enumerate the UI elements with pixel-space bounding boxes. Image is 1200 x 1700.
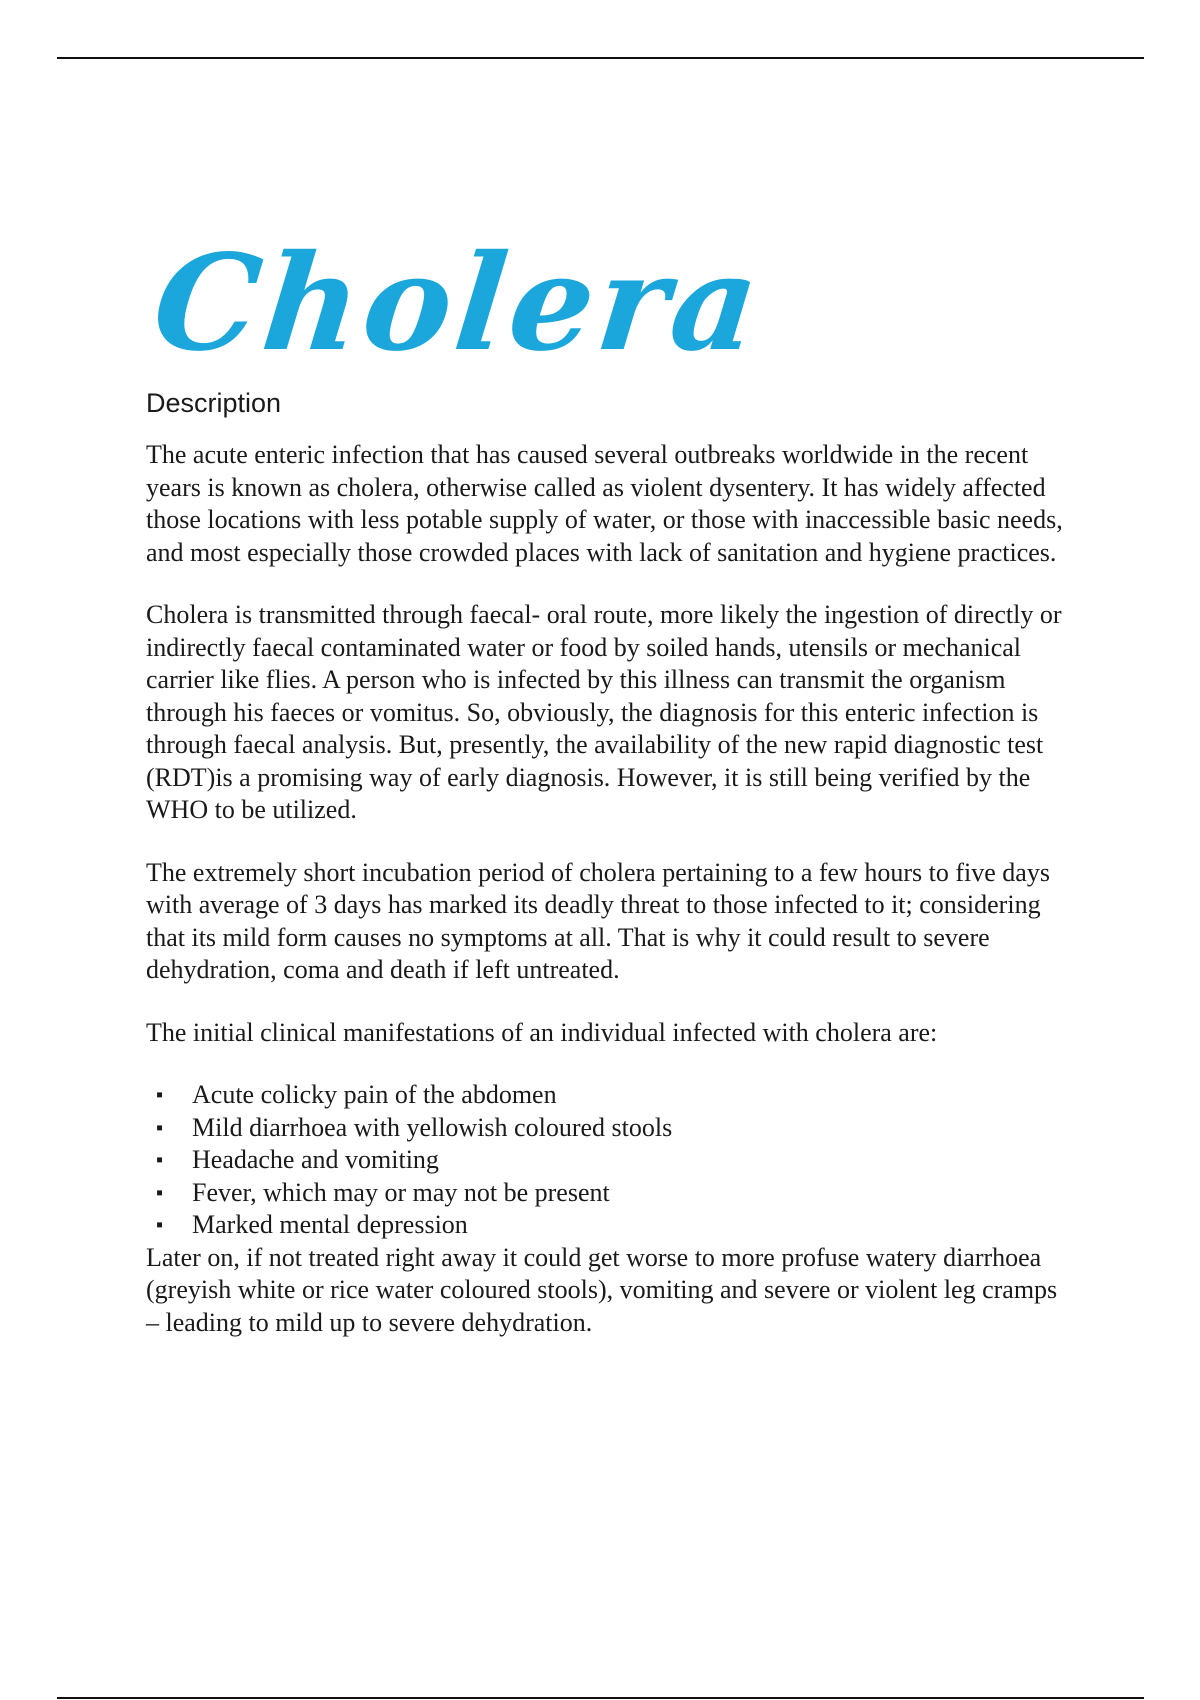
- top-rule: [57, 57, 1144, 59]
- document-body: [146, 439, 1066, 1369]
- list-item-text: Fever, which may or may not be present: [192, 1177, 610, 1207]
- section-heading: Description: [146, 388, 282, 418]
- paragraph-2: Cholera is transmitted through faecal- oral route, more likely the ingestion of directly or indirectly faecal contaminated water or food by soiled hands, utensils or mechanical carrier like flies. A person who is infected by this illness can transmit the organism through his faeces or vomitus. So, obviously, the diagnosis for this enteric infection is through faecal analysis. But, presently, the availability of the new rapid diagnostic test (RDT)is a promising way of early diagnosis. However, it is still being verified by the WHO to be utilized.: [146, 600, 1062, 824]
- bullet-icon: ▪: [156, 1149, 164, 1171]
- list-item: [146, 1177, 1066, 1210]
- bottom-rule: [57, 1697, 1144, 1699]
- symptom-list: [146, 1079, 1066, 1242]
- list-item-text: Acute colicky pain of the abdomen: [192, 1080, 557, 1109]
- paragraph-4: The initial clinical manifestations of an individual infected with cholera are:: [146, 1017, 938, 1047]
- list-item: [146, 1209, 1066, 1242]
- list-item: [146, 1079, 1066, 1112]
- paragraph-1: The acute enteric infection that has caused several outbreaks worldwide in the recent years is known as cholera, otherwise called as violent dysentery. It has widely affected those locations with less potable supply of water, or those with inaccessible basic needs, and most especially those crowded places with lack of sanitation and hygiene practices.: [146, 440, 1063, 567]
- list-item-text: Headache and vomiting: [192, 1145, 439, 1174]
- closing-paragraph: Later on, if not treated right away it could get worse to more profuse watery diarrhoea (greyish white or rice water coloured stools), vomiting and severe or violent leg cramps – leading to mild up to severe dehydration.: [146, 1242, 1058, 1337]
- list-item: [146, 1144, 1066, 1177]
- bullet-icon: ▪: [156, 1116, 164, 1139]
- list-item: [146, 1112, 1066, 1145]
- bullet-icon: ▪: [156, 1181, 164, 1204]
- document-title: Cholera: [146, 226, 770, 382]
- list-item-text: Marked mental depression: [192, 1210, 468, 1239]
- bullet-icon: ▪: [156, 1214, 164, 1236]
- paragraph-3: The extremely short incubation period of cholera pertaining to a few hours to five days with average of 3 days has marked its deadly threat to those infected to it; considering that its mild form causes no symptoms at all. That is why it could result to severe dehydration, coma and death if left untreated.: [146, 857, 1050, 984]
- list-item-text: Mild diarrhoea with yellowish coloured stools: [192, 1112, 673, 1142]
- bullet-icon: ▪: [156, 1084, 164, 1106]
